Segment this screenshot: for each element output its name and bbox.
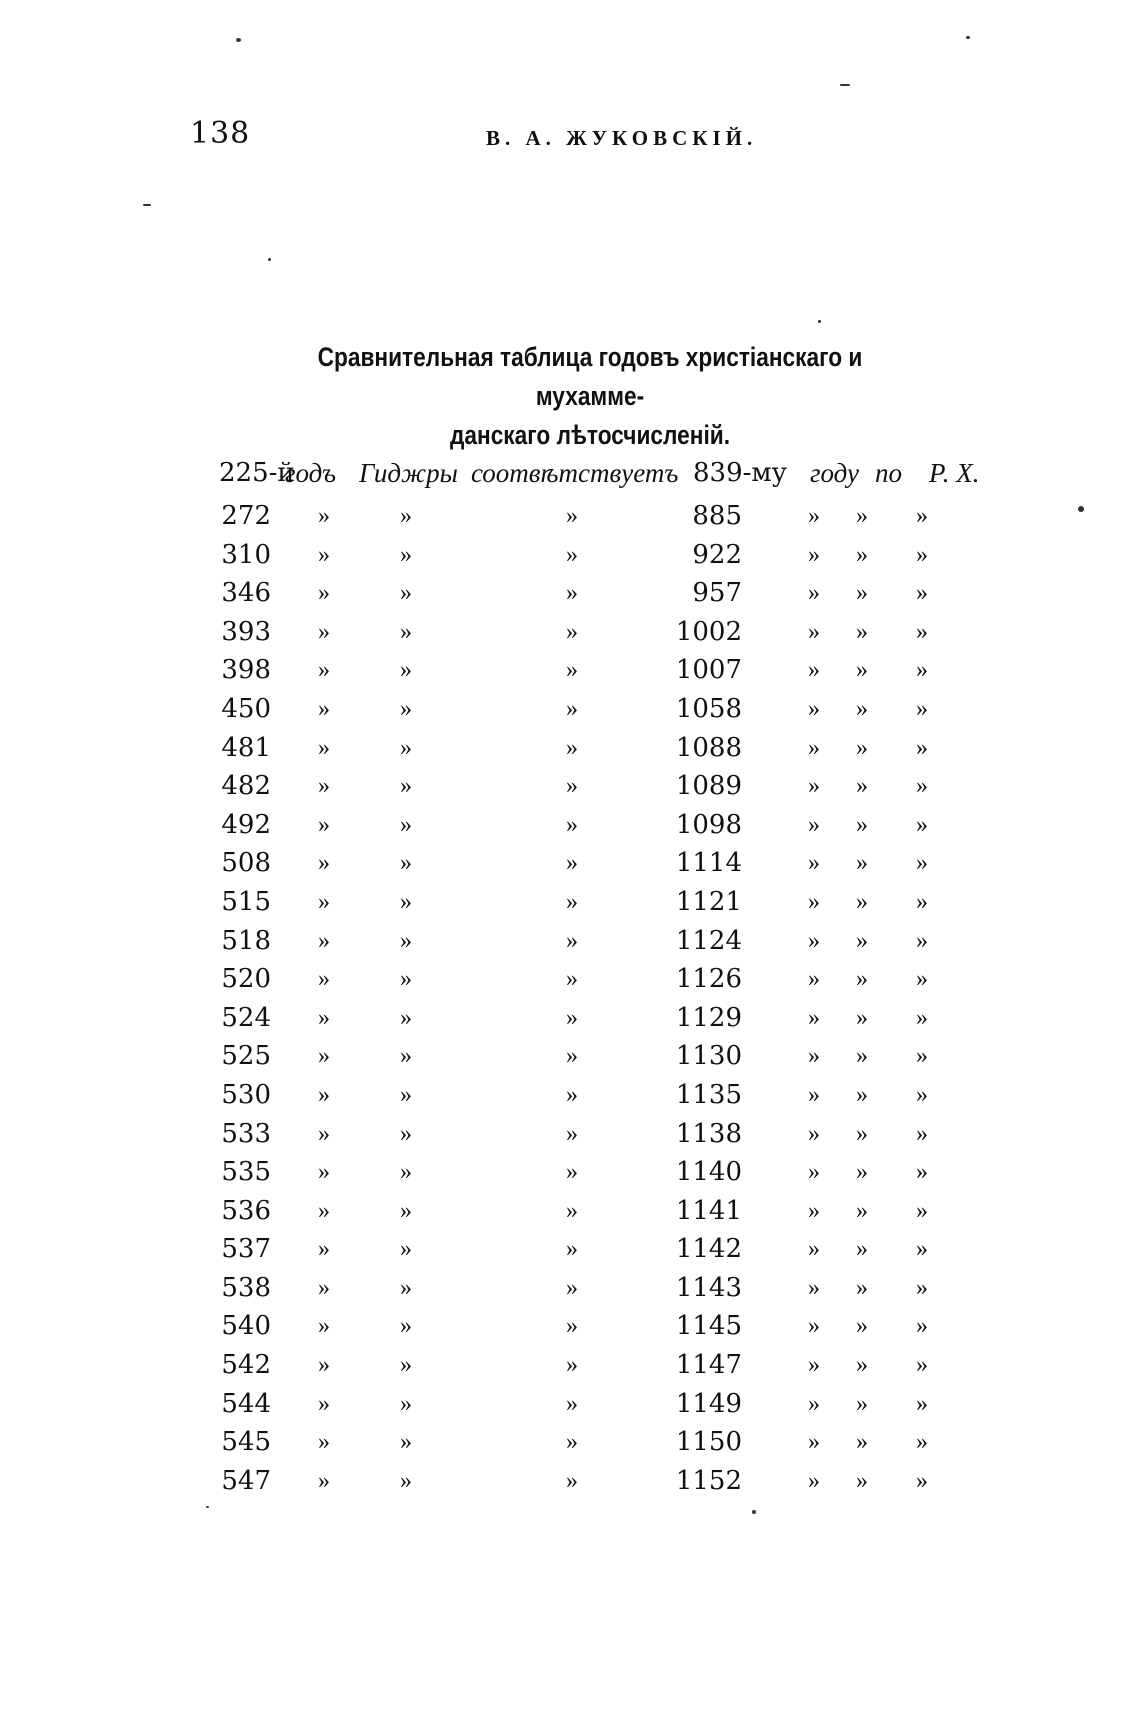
ditto-mark: »	[808, 811, 820, 838]
ditto-mark: »	[400, 850, 412, 877]
ad-year: 922	[692, 539, 742, 570]
hijra-year: 393	[221, 616, 271, 647]
ditto-mark: »	[808, 1390, 820, 1417]
ditto-mark: »	[400, 618, 412, 645]
ditto-mark: »	[400, 1004, 412, 1031]
scan-speck	[268, 258, 271, 261]
ditto-mark: »	[318, 1159, 330, 1186]
year-row	[0, 574, 1140, 613]
ditto-mark: »	[916, 1081, 928, 1108]
ditto-mark: »	[808, 1429, 820, 1456]
ditto-mark: »	[916, 966, 928, 993]
ditto-mark: »	[808, 1043, 820, 1070]
header-word-po: по	[875, 458, 902, 488]
ditto-mark: »	[916, 541, 928, 568]
ditto-mark: »	[318, 850, 330, 877]
year-row	[0, 729, 1140, 768]
ad-year: 1058	[675, 693, 742, 724]
year-row	[0, 1385, 1140, 1424]
ditto-mark: »	[916, 1120, 928, 1147]
year-row	[0, 1269, 1140, 1308]
ditto-mark: »	[808, 1120, 820, 1147]
header-word-corresponds: соотвѣтствуетъ	[471, 458, 679, 488]
ditto-mark: »	[566, 618, 578, 645]
ditto-mark: »	[400, 657, 412, 684]
ditto-mark: »	[856, 695, 868, 722]
ad-year: 1152	[675, 1465, 742, 1496]
year-row	[0, 613, 1140, 652]
ad-year: 1126	[675, 964, 742, 995]
ad-year: 1121	[675, 886, 742, 917]
ditto-mark: »	[856, 1159, 868, 1186]
scan-speck	[143, 204, 151, 206]
ditto-mark: »	[318, 811, 330, 838]
year-row	[0, 1307, 1140, 1346]
ad-year: 1114	[675, 848, 742, 879]
ditto-mark: »	[856, 966, 868, 993]
ditto-mark: »	[400, 927, 412, 954]
ditto-mark: »	[808, 734, 820, 761]
table-title	[262, 338, 917, 455]
ditto-mark: »	[318, 695, 330, 722]
table-title-line-1: Сравнительная таблица годовъ христіанскаго и мухамме-	[317, 342, 863, 411]
hijra-year: 536	[221, 1195, 271, 1226]
ad-year: 1150	[675, 1427, 742, 1458]
ditto-mark: »	[566, 1352, 578, 1379]
ditto-mark: »	[400, 1120, 412, 1147]
ditto-mark: »	[400, 811, 412, 838]
ditto-mark: »	[808, 850, 820, 877]
ditto-mark: »	[566, 503, 578, 529]
hijra-year: 520	[221, 964, 271, 995]
ditto-mark: »	[856, 773, 868, 800]
ditto-mark: »	[856, 850, 868, 877]
ditto-mark: »	[566, 1159, 578, 1186]
ad-year: 1088	[675, 732, 742, 763]
ad-year: 1145	[675, 1311, 742, 1342]
ditto-mark: »	[916, 503, 928, 529]
ditto-mark: »	[400, 1197, 412, 1224]
ditto-mark: »	[856, 1197, 868, 1224]
ad-year: 1130	[675, 1041, 742, 1072]
year-row	[0, 1192, 1140, 1231]
ditto-mark: »	[318, 1274, 330, 1301]
ditto-mark: »	[318, 541, 330, 568]
ditto-mark: »	[400, 1429, 412, 1456]
ditto-mark: »	[856, 1004, 868, 1031]
ad-year: 1140	[675, 1157, 742, 1188]
ditto-mark: »	[856, 503, 868, 529]
ditto-mark: »	[916, 1313, 928, 1340]
ditto-mark: »	[856, 1081, 868, 1108]
ditto-mark: »	[318, 1390, 330, 1417]
ditto-mark: »	[400, 966, 412, 993]
hijra-year: 538	[221, 1272, 271, 1303]
header-word-hijra: Гиджры	[359, 458, 458, 488]
year-row	[0, 922, 1140, 961]
scan-speck	[840, 84, 850, 86]
ditto-mark: »	[400, 1274, 412, 1301]
ditto-mark: »	[318, 580, 330, 607]
ditto-mark: »	[400, 1159, 412, 1186]
ditto-mark: »	[916, 850, 928, 877]
ditto-mark: »	[318, 927, 330, 954]
hijra-year: 533	[221, 1118, 271, 1149]
hijra-year: 525	[221, 1041, 271, 1072]
ad-year: 1143	[675, 1272, 742, 1303]
ditto-mark: »	[916, 773, 928, 800]
ditto-mark: »	[856, 1043, 868, 1070]
hijra-year: 540	[221, 1311, 271, 1342]
ditto-mark: »	[808, 773, 820, 800]
hijra-year: 450	[221, 693, 271, 724]
ditto-mark: »	[318, 503, 330, 529]
year-row	[0, 1115, 1140, 1154]
ditto-mark: »	[808, 503, 820, 529]
ditto-mark: »	[566, 773, 578, 800]
ditto-mark: »	[400, 773, 412, 800]
ditto-mark: »	[916, 888, 928, 915]
ad-year: 885	[692, 501, 742, 531]
ditto-mark: »	[856, 811, 868, 838]
hijra-year: 492	[221, 809, 271, 840]
ditto-mark: »	[916, 1159, 928, 1186]
ditto-mark: »	[916, 657, 928, 684]
ditto-mark: »	[566, 1429, 578, 1456]
ditto-mark: »	[318, 966, 330, 993]
hijra-year: 547	[221, 1465, 271, 1496]
ditto-mark: »	[566, 1081, 578, 1108]
hijra-year: 530	[221, 1079, 271, 1110]
ditto-mark: »	[856, 1313, 868, 1340]
ditto-mark: »	[856, 1352, 868, 1379]
ditto-mark: »	[566, 695, 578, 722]
ditto-mark: »	[400, 1043, 412, 1070]
ditto-mark: »	[808, 888, 820, 915]
ditto-mark: »	[916, 1236, 928, 1263]
year-rows	[0, 497, 1140, 1500]
ditto-mark: »	[856, 1467, 868, 1494]
year-row	[0, 1153, 1140, 1192]
ditto-mark: »	[318, 1197, 330, 1224]
ditto-mark: »	[916, 618, 928, 645]
ditto-mark: »	[566, 1043, 578, 1070]
ditto-mark: »	[856, 1236, 868, 1263]
year-row	[0, 883, 1140, 922]
scan-speck	[1078, 506, 1084, 512]
hijra-year: 518	[221, 925, 271, 956]
hijra-year: 310	[221, 539, 271, 570]
ditto-mark: »	[400, 503, 412, 529]
header-era: Р. Х.	[929, 458, 980, 488]
year-row	[0, 1230, 1140, 1269]
ad-year: 1002	[675, 616, 742, 647]
ditto-mark: »	[318, 1313, 330, 1340]
ditto-mark: »	[808, 1467, 820, 1494]
ditto-mark: »	[916, 1274, 928, 1301]
ditto-mark: »	[808, 1081, 820, 1108]
ditto-mark: »	[400, 1236, 412, 1263]
hijra-year: 537	[221, 1234, 271, 1265]
year-row	[0, 497, 1140, 536]
scan-speck	[206, 1506, 209, 1508]
ditto-mark: »	[318, 734, 330, 761]
scan-speck	[966, 36, 970, 39]
ditto-mark: »	[916, 695, 928, 722]
header-ad-year: 839-му	[693, 458, 787, 488]
ditto-mark: »	[916, 1197, 928, 1224]
hijra-year: 482	[221, 771, 271, 802]
ad-year: 1141	[675, 1195, 742, 1226]
hijra-year: 508	[221, 848, 271, 879]
ditto-mark: »	[318, 1429, 330, 1456]
ad-year: 1124	[675, 925, 742, 956]
ditto-mark: »	[566, 1313, 578, 1340]
header-hijra-year: 225-й	[219, 458, 295, 488]
ditto-mark: »	[916, 1004, 928, 1031]
ditto-mark: »	[916, 1390, 928, 1417]
ad-year: 1142	[675, 1234, 742, 1265]
hijra-year: 272	[221, 501, 271, 531]
ditto-mark: »	[808, 1159, 820, 1186]
ditto-mark: »	[318, 1004, 330, 1031]
scan-speck	[752, 1510, 756, 1514]
table-title-line-2: данскаго лѣтосчисленій.	[449, 420, 731, 450]
ditto-mark: »	[318, 888, 330, 915]
ad-year: 1098	[675, 809, 742, 840]
ditto-mark: »	[566, 1120, 578, 1147]
year-row	[0, 767, 1140, 806]
ditto-mark: »	[808, 1274, 820, 1301]
ditto-mark: »	[566, 966, 578, 993]
ad-year: 1129	[675, 1002, 742, 1033]
ditto-mark: »	[916, 1352, 928, 1379]
ditto-mark: »	[566, 888, 578, 915]
ditto-mark: »	[566, 1197, 578, 1224]
ditto-mark: »	[400, 695, 412, 722]
ditto-mark: »	[566, 850, 578, 877]
ditto-mark: »	[916, 811, 928, 838]
hijra-year: 544	[221, 1388, 271, 1419]
ditto-mark: »	[400, 888, 412, 915]
ditto-mark: »	[808, 1004, 820, 1031]
hijra-year: 545	[221, 1427, 271, 1458]
ditto-mark: »	[318, 773, 330, 800]
ditto-mark: »	[808, 580, 820, 607]
hijra-year: 542	[221, 1350, 271, 1381]
ditto-mark: »	[856, 1274, 868, 1301]
ditto-mark: »	[400, 1313, 412, 1340]
ditto-mark: »	[856, 618, 868, 645]
ditto-mark: »	[808, 618, 820, 645]
year-row	[0, 1076, 1140, 1115]
ditto-mark: »	[808, 1352, 820, 1379]
year-row	[0, 536, 1140, 575]
ditto-mark: »	[856, 888, 868, 915]
ditto-mark: »	[808, 927, 820, 954]
ditto-mark: »	[916, 1429, 928, 1456]
ditto-mark: »	[318, 1467, 330, 1494]
ditto-mark: »	[856, 580, 868, 607]
hijra-year: 398	[221, 655, 271, 686]
ad-year: 1089	[675, 771, 742, 802]
ditto-mark: »	[856, 1120, 868, 1147]
ditto-mark: »	[318, 1236, 330, 1263]
ad-year: 1147	[675, 1350, 742, 1381]
ditto-mark: »	[808, 1197, 820, 1224]
ditto-mark: »	[856, 1390, 868, 1417]
ditto-mark: »	[856, 657, 868, 684]
year-row	[0, 690, 1140, 729]
ditto-mark: »	[856, 541, 868, 568]
ditto-mark: »	[566, 734, 578, 761]
ditto-mark: »	[318, 657, 330, 684]
scan-speck	[818, 320, 821, 323]
header-word-year: годъ	[285, 458, 336, 488]
ditto-mark: »	[566, 657, 578, 684]
running-head: В. А. ЖУКОВСКІЙ.	[486, 126, 758, 150]
ditto-mark: »	[400, 1352, 412, 1379]
ditto-mark: »	[566, 927, 578, 954]
ditto-mark: »	[318, 1120, 330, 1147]
ditto-mark: »	[566, 1467, 578, 1494]
ditto-mark: »	[916, 734, 928, 761]
ditto-mark: »	[400, 1467, 412, 1494]
ditto-mark: »	[400, 541, 412, 568]
year-row	[0, 844, 1140, 883]
ditto-mark: »	[808, 541, 820, 568]
ditto-mark: »	[318, 1043, 330, 1070]
year-row	[0, 651, 1140, 690]
hijra-year: 346	[221, 578, 271, 609]
ditto-mark: »	[916, 580, 928, 607]
hijra-year: 535	[221, 1157, 271, 1188]
ditto-mark: »	[566, 1236, 578, 1263]
ditto-mark: »	[856, 927, 868, 954]
page-number: 138	[190, 116, 251, 151]
ad-year: 1138	[675, 1118, 742, 1149]
hijra-year: 515	[221, 886, 271, 917]
ditto-mark: »	[808, 695, 820, 722]
ditto-mark: »	[318, 1081, 330, 1108]
ditto-mark: »	[400, 1081, 412, 1108]
ditto-mark: »	[566, 541, 578, 568]
ditto-mark: »	[400, 580, 412, 607]
header-word-year-dative: году	[810, 458, 859, 488]
ditto-mark: »	[400, 734, 412, 761]
year-row	[0, 806, 1140, 845]
ditto-mark: »	[808, 1236, 820, 1263]
year-row	[0, 1037, 1140, 1076]
year-row	[0, 1423, 1140, 1462]
ditto-mark: »	[808, 657, 820, 684]
ad-year: 957	[692, 578, 742, 609]
table-header-row	[219, 458, 979, 494]
ditto-mark: »	[566, 811, 578, 838]
ditto-mark: »	[808, 1313, 820, 1340]
ditto-mark: »	[566, 1390, 578, 1417]
ditto-mark: »	[400, 1390, 412, 1417]
scan-speck	[236, 38, 241, 42]
ditto-mark: »	[916, 1467, 928, 1494]
year-row	[0, 960, 1140, 999]
ditto-mark: »	[916, 1043, 928, 1070]
hijra-year: 481	[221, 732, 271, 763]
hijra-year: 524	[221, 1002, 271, 1033]
year-row	[0, 1346, 1140, 1385]
ad-year: 1135	[675, 1079, 742, 1110]
ad-year: 1149	[675, 1388, 742, 1419]
ad-year: 1007	[675, 655, 742, 686]
ditto-mark: »	[318, 618, 330, 645]
ditto-mark: »	[566, 580, 578, 607]
ditto-mark: »	[566, 1004, 578, 1031]
ditto-mark: »	[566, 1274, 578, 1301]
ditto-mark: »	[856, 1429, 868, 1456]
ditto-mark: »	[916, 927, 928, 954]
ditto-mark: »	[856, 734, 868, 761]
ditto-mark: »	[318, 1352, 330, 1379]
ditto-mark: »	[808, 966, 820, 993]
year-row	[0, 1462, 1140, 1501]
year-row	[0, 999, 1140, 1038]
